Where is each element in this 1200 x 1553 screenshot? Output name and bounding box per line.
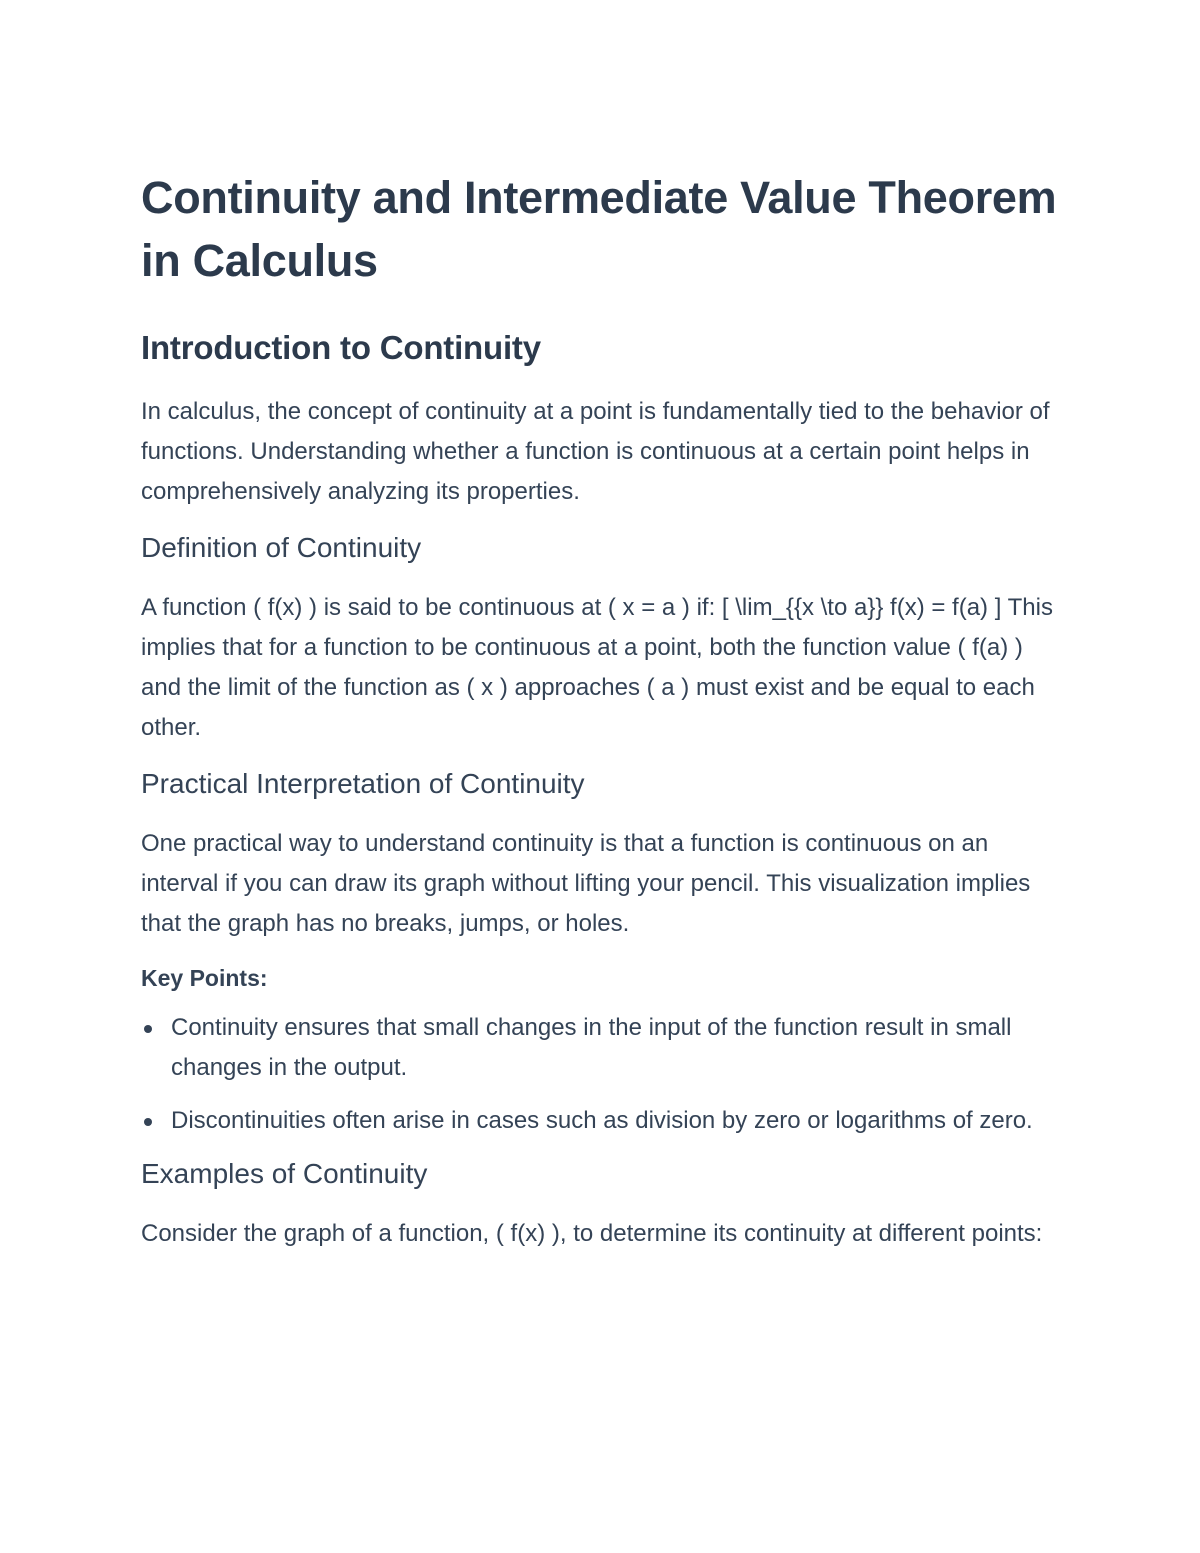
bullet-icon: [144, 1118, 152, 1126]
list-item: [141, 1008, 1066, 1088]
document-title: Continuity and Intermediate Value Theorem in Calculus: [141, 172, 1057, 286]
key-points-label: Key Points:: [141, 965, 268, 991]
introduction-paragraph: In calculus, the concept of continuity at a point is fundamentally tied to the behavior of functions. Understanding whether a function is continuous at a certain point helps in comprehensively analyzing its properties.: [141, 398, 1050, 505]
list-item: [141, 1101, 1066, 1141]
subsection-heading-examples: Examples of Continuity: [141, 1158, 428, 1189]
subsection-heading-definition: Definition of Continuity: [141, 532, 422, 563]
practical-paragraph: One practical way to understand continuity is that a function is continuous on an interval if you can draw its graph without lifting your pencil. This visualization implies that the graph has no breaks, jumps, or holes.: [141, 830, 1031, 937]
section-heading-introduction: Introduction to Continuity: [141, 329, 541, 366]
bullet-icon: [144, 1025, 152, 1033]
examples-paragraph: Consider the graph of a function, ( f(x) ), to determine its continuity at different points:: [141, 1220, 1043, 1247]
definition-paragraph: A function ( f(x) ) is said to be continuous at ( x = a ) if: [ \lim_{{x \to a}} f(x) = f(a) ] This implies that for a function to be continuous at a point, both the function value ( f(a) ) and the limit of the function as ( x ) approaches ( a ) must exist and be equal to each other.: [141, 594, 1053, 741]
document-page: [141, 166, 1066, 1254]
subsection-heading-practical: Practical Interpretation of Continuity: [141, 768, 585, 799]
key-points-list: [141, 1008, 1066, 1141]
list-item-text: Continuity ensures that small changes in the input of the function result in small changes in the output.: [171, 1014, 1012, 1081]
list-item-text: Discontinuities often arise in cases such as division by zero or logarithms of zero.: [171, 1107, 1033, 1134]
